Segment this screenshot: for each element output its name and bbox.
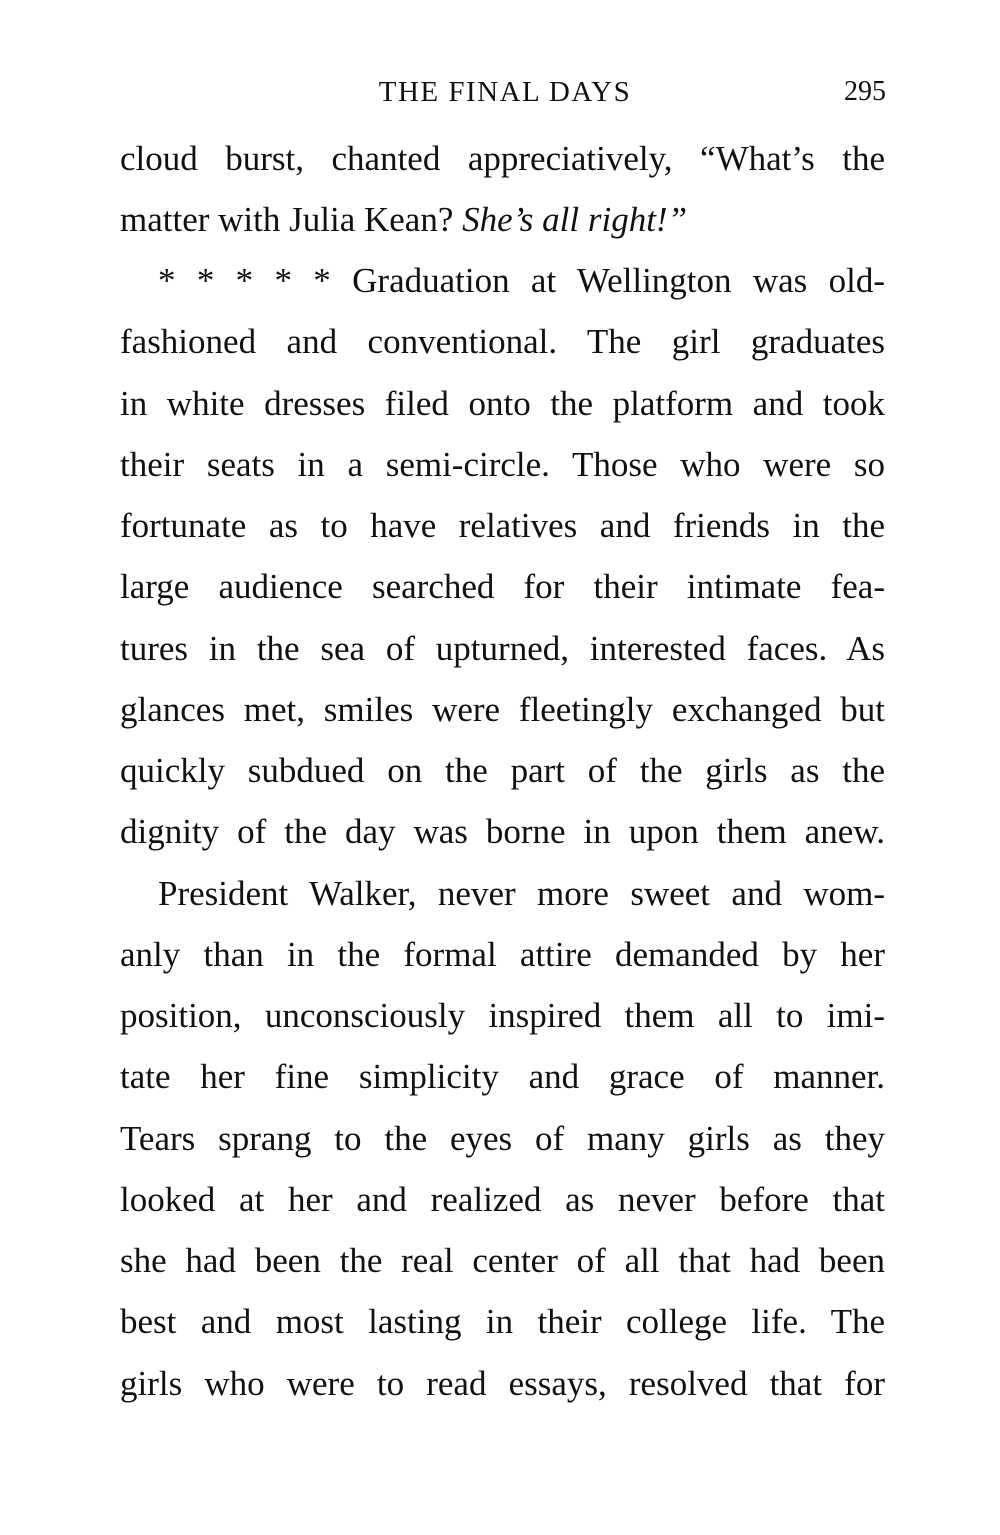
text-line: fashioned and conventional. The girl graduates: [120, 322, 885, 361]
text-line: Tears sprang to the eyes of many girls as they: [120, 1119, 885, 1158]
running-head: [120, 72, 890, 112]
text-line: glances met, smiles were fleetingly exchanged but: [120, 690, 885, 729]
text-line: girls who were to read essays, resolved that for: [120, 1364, 885, 1403]
text-line: large audience searched for their intimate fea-: [120, 567, 885, 606]
text-line: position, unconsciously inspired them all to imi-: [120, 996, 885, 1035]
text-line: * * * * * Graduation at Wellington was old-: [158, 261, 885, 300]
text-line: fortunate as to have relatives and friends in the: [120, 506, 885, 545]
text-line: President Walker, never more sweet and wom-: [158, 874, 885, 913]
text-line: she had been the real center of all that had been: [120, 1241, 885, 1280]
text-line: [120, 189, 885, 251]
text-line: best and most lasting in their college life. The: [120, 1302, 885, 1341]
text-line: tate her fine simplicity and grace of manner.: [120, 1057, 885, 1096]
text-line: in white dresses filed onto the platform and took: [120, 384, 885, 423]
text-run: matter with Julia Kean?: [120, 200, 463, 239]
text-line: tures in the sea of upturned, interested faces. As: [120, 629, 885, 668]
italic-text-run: She’s all right!”: [462, 200, 688, 239]
text-line: quickly subdued on the part of the girls as the: [120, 751, 885, 790]
text-line: dignity of the day was borne in upon them anew.: [120, 812, 885, 851]
text-line: their seats in a semi-circle. Those who were so: [120, 445, 885, 484]
page-number: 295: [844, 76, 886, 107]
running-title: THE FINAL DAYS: [378, 76, 632, 108]
text-line: looked at her and realized as never before that: [120, 1180, 885, 1219]
text-line: cloud burst, chanted appreciatively, “What’s the: [120, 139, 885, 178]
text-line: anly than in the formal attire demanded by her: [120, 935, 885, 974]
